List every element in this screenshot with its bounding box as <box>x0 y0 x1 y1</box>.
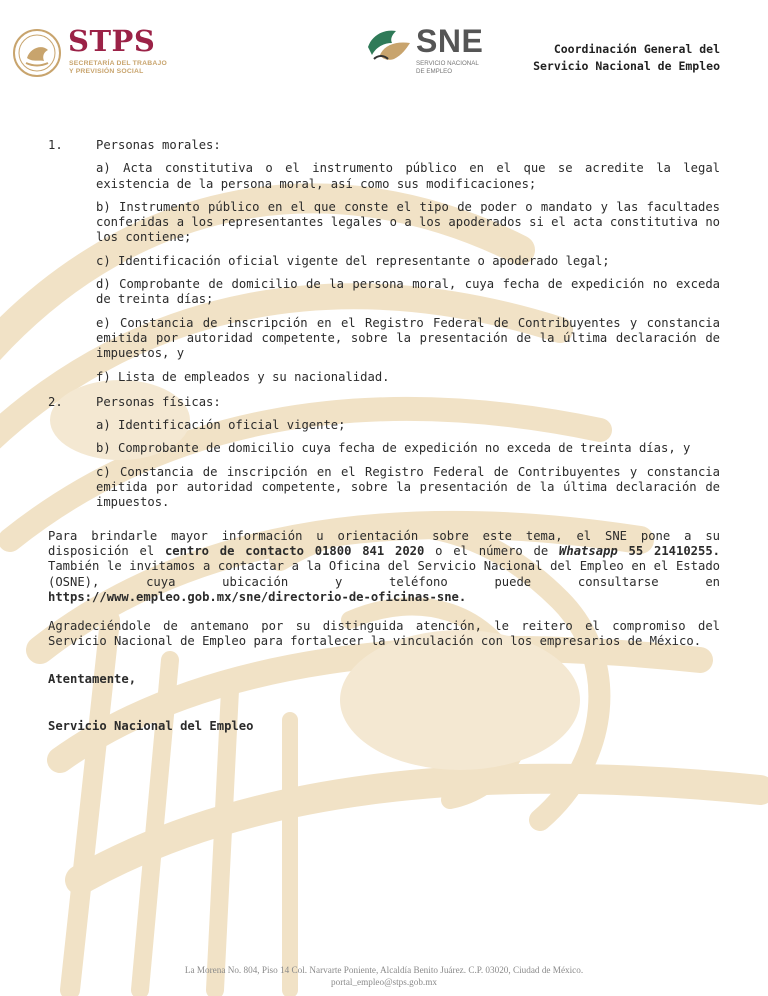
list-number: 1. <box>48 138 63 152</box>
section-title: Personas físicas: <box>96 394 221 409</box>
list-item: a) Identificación oficial vigente; <box>96 418 346 433</box>
list-item: b) Instrumento público en el que conste el tipo de poder o mandato y las facultades conferidas a los representantes legales o a los apoderados si el acta constitutiva no los contiene; <box>96 199 720 245</box>
whatsapp-label: Whatsapp <box>559 543 618 558</box>
coordination-heading: Coordinación General del Servicio Nacional de Empleo <box>533 42 720 73</box>
footer-email[interactable]: portal_empleo@stps.gob.mx <box>331 976 437 987</box>
closing-paragraph: Agradeciéndole de antemano por su distinguida atención, le reitero el compromiso del Servicio Nacional de Empleo para fortalecer la vinculación con los empresarios de México. <box>48 619 720 649</box>
coat-of-arms-icon <box>12 28 62 78</box>
sne-subtitle: SERVICIO NACIONAL DE EMPLEO <box>416 60 479 75</box>
stps-logo-text: STPS <box>68 24 156 58</box>
contact-center-number: centro de contacto 01800 841 2020 <box>164 543 425 558</box>
signature: Servicio Nacional del Empleo <box>48 719 254 734</box>
footer <box>0 965 768 988</box>
list-item: c) Identificación oficial vigente del representante o apoderado legal; <box>96 253 610 268</box>
sne-hands-icon <box>366 25 412 65</box>
list-item: d) Comprobante de domicilio de la persona moral, cuya fecha de expedición no exceda de treinta días; <box>96 277 720 307</box>
directory-link[interactable]: https://www.empleo.gob.mx/sne/directorio-de-oficinas-sne. <box>48 589 467 604</box>
list-item: f) Lista de empleados y su nacionalidad. <box>96 369 390 384</box>
stps-subtitle: SECRETARÍA DEL TRABAJO Y PREVISIÓN SOCIAL <box>69 60 167 75</box>
letter-body <box>48 138 720 734</box>
list-item: e) Constancia de inscripción en el Registro Federal de Contribuyentes y constancia emitida por autoridad competente, sobre la presentación de la última declaración de impuestos, y <box>96 315 720 361</box>
list-number: 2. <box>48 394 63 409</box>
sign-off: Atentamente, <box>48 671 137 686</box>
list-item: b) Comprobante de domicilio cuya fecha de expedición no exceda de treinta días, y <box>96 441 691 456</box>
footer-address: La Morena No. 804, Piso 14 Col. Narvarte Poniente, Alcaldía Benito Juárez. C.P. 03020, Ciudad de México. <box>184 965 584 975</box>
letterhead <box>0 0 768 100</box>
list-section-personas-morales <box>48 138 720 385</box>
whatsapp-number: 55 21410255. <box>628 543 721 558</box>
contact-info-paragraph: Para brindarle mayor información u orientación sobre este tema, el SNE pone a su disposición el centro de contacto 01800 841 2020 o el número de Whatsapp 55 21410255. También le invitamos a contactar a la Oficina del Servicio Nacional del Empleo en el Estado (OSNE), cuya ubicación y teléfono puede consultarse en https://www.empleo.gob.mx/sne/directorio-de-oficinas-sne. <box>48 528 721 604</box>
section-title: Personas morales: <box>96 138 221 152</box>
list-section-personas-fisicas <box>48 395 720 511</box>
list-item: c) Constancia de inscripción en el Registro Federal de Contribuyentes y constancia emitida por autoridad competente, sobre la presentación de la última declaración de impuestos. <box>96 464 720 510</box>
list-item: a) Acta constitutiva o el instrumento público en el que se acredite la legal existencia de la persona moral, así como sus modificaciones; <box>96 161 720 191</box>
sne-logo-text: SNE <box>416 23 484 59</box>
